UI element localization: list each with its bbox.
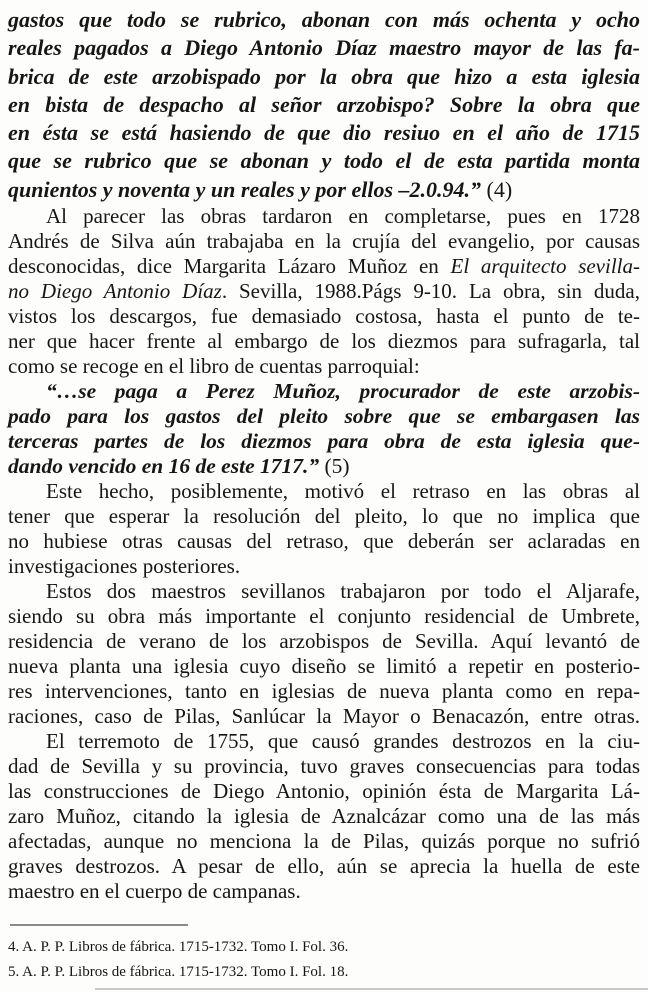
text-segment: maestro en el cuerpo de campanas.: [8, 879, 301, 904]
text-segment: (4): [481, 176, 513, 202]
text-segment: Al parecer las obras tardaron en completarse, pues en 1728: [46, 204, 640, 229]
text-segment: gastos que todo se rubrico, abonan con más ochenta y ocho: [8, 7, 640, 32]
text-line: [8, 754, 640, 779]
text-line: [8, 504, 640, 529]
text-segment: Estos dos maestros sevillanos trabajaron por todo el Aljarafe,: [46, 579, 640, 604]
text-segment: El arquitecto sevilla-: [450, 254, 641, 279]
text-line: [8, 254, 640, 279]
text-segment: nueva planta una iglesia cuyo diseño se limitó a repetir en posterio-: [8, 654, 640, 679]
text-segment: afectadas, aunque no menciona la de Pilas, quizás porque no sufrió: [8, 829, 640, 854]
footnote-4: 4. A. P. P. Libros de fábrica. 1715-1732. Tomo I. Fol. 36.: [8, 939, 349, 956]
text-segment: pado para los gastos del pleito sobre que se embargasen las: [8, 404, 640, 429]
text-line: [8, 6, 640, 34]
text-line: [8, 279, 640, 304]
text-segment: vistos los descargos, fue demasiado costosa, hasta el punto de te-: [8, 304, 640, 329]
text-line: [8, 91, 640, 119]
text-segment: res intervenciones, tanto en iglesias de nueva planta como en repa-: [8, 679, 640, 704]
text-segment: no hubiese otras causas del retraso, que deberán ser aclaradas en: [8, 529, 640, 554]
footnotes: [8, 935, 640, 985]
text-segment: que se rubrico que se abonan y todo el de esta partida monta: [8, 148, 640, 174]
text-line: [8, 879, 640, 904]
text-line: [8, 176, 640, 204]
text-segment: en bista de despacho al señor arzobispo? Sobre la obra que: [8, 91, 640, 117]
text-line: [8, 604, 640, 629]
text-line: [8, 654, 640, 679]
paragraph: [8, 6, 640, 204]
text-segment: dando vencido en 16 de este 1717.”: [8, 454, 320, 479]
text-line: [8, 379, 640, 404]
text-line: [8, 454, 640, 479]
text-segment: graves destrozos. A pesar de ello, aún se aprecia la huella de este: [8, 854, 640, 879]
text-line: [8, 304, 640, 329]
text-line: [8, 429, 640, 454]
text-line: [8, 554, 640, 579]
text-segment: qunientos y noventa y un reales y por ellos –2.0.94.”: [8, 176, 482, 202]
text-line: [8, 529, 640, 554]
text-line: [8, 229, 640, 254]
text-segment: raciones, caso de Pilas, Sanlúcar la Mayor o Benacazón, entre otras.: [8, 704, 640, 729]
text-line: [8, 829, 640, 854]
text-segment: “…se paga a Perez Muñoz, procurador de este arzobis-: [46, 379, 640, 404]
text-segment: Andrés de Silva aún trabajaba en la crujía del evangelio, por causas: [8, 229, 640, 254]
text-line: [8, 479, 640, 504]
text-line: [8, 679, 640, 704]
text-line: [8, 63, 640, 91]
paragraph: [8, 579, 640, 729]
text-segment: . Sevilla, 1988.Págs 9-10. La obra, sin duda,: [221, 279, 640, 304]
footnote-separator: [10, 924, 188, 926]
text-segment: desconocidas, dice Margarita Lázaro Muñoz en: [8, 254, 451, 279]
paragraph: [8, 479, 640, 579]
text-line: [8, 34, 640, 62]
text-line: [8, 804, 640, 829]
text-segment: residencia de verano de los arzobispos de Sevilla. Aquí levantó de: [8, 629, 640, 654]
text-line: [8, 119, 640, 147]
text-line: [8, 329, 640, 354]
text-line: [8, 629, 640, 654]
text-line: [8, 854, 640, 879]
text-line: [8, 354, 640, 379]
text-segment: como se recoge en el libro de cuentas parroquial:: [8, 354, 420, 379]
text-segment: (5): [319, 454, 350, 479]
text-line: [8, 729, 640, 754]
text-line: [8, 204, 640, 229]
text-segment: Este hecho, posiblemente, motivó el retraso en las obras al: [46, 479, 640, 504]
text-segment: reales pagados a Diego Antonio Díaz maestro mayor de las fa-: [8, 35, 640, 61]
paragraph: [8, 379, 640, 479]
text-line: [8, 404, 640, 429]
text-segment: en ésta se está hasiendo de que dio resiuo en el año de 1715: [8, 120, 640, 146]
text-segment: El terremoto de 1755, que causó grandes destrozos en la ciu-: [46, 729, 640, 754]
text-segment: las construcciones de Diego Antonio, opinión ésta de Margarita Lá-: [8, 779, 640, 804]
footnote-5: 5. A. P. P. Libros de fábrica. 1715-1732. Tomo I. Fol. 18.: [8, 964, 349, 981]
paragraph: [8, 729, 640, 904]
text-segment: siendo su obra más importante el conjunto residencial de Umbrete,: [8, 604, 640, 629]
text-line: [8, 147, 640, 175]
text-segment: terceras partes de los diezmos para obra de esta iglesia que-: [8, 429, 640, 454]
document-body: [8, 6, 640, 904]
text-segment: dad de Sevilla y su provincia, tuvo graves consecuencias para todas: [8, 754, 640, 779]
text-line: [8, 779, 640, 804]
paragraph: [8, 204, 640, 379]
text-segment: investigaciones posteriores.: [8, 554, 241, 579]
text-line: [8, 579, 640, 604]
text-line: [8, 704, 640, 729]
text-segment: ner que hacer frente al embargo de los diezmos para sufragarla, tal: [8, 329, 640, 354]
text-segment: brica de este arzobispado por la obra que hizo a esta iglesia: [8, 63, 640, 89]
text-segment: zaro Muñoz, citando la iglesia de Aznalcázar como una de las más: [8, 804, 640, 829]
page-edge-artifact: [95, 988, 648, 990]
text-segment: tener que esperar la resolución del pleito, lo que no implica que: [8, 504, 640, 529]
text-segment: no Diego Antonio Díaz: [8, 279, 222, 304]
